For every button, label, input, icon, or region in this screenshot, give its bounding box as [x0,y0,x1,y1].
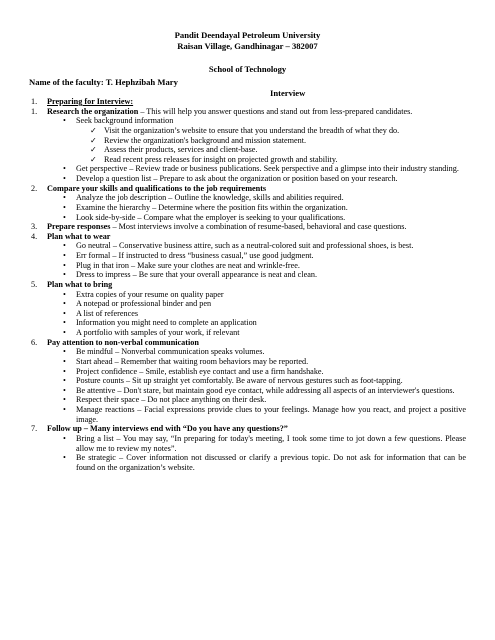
bullet-icon: • [63,202,66,212]
bullet-icon: • [63,116,66,126]
university-name: Pandit Deendayal Petroleum University [174,30,321,40]
bullet-item [0,193,495,203]
bullet-icon: • [63,328,66,337]
bullet-item [0,203,495,213]
bullet-text: Analyze the job description – Outline the knowledge, skills and abilities required. [76,193,344,203]
bullet-text: Extra copies of your resume on quality paper [76,289,224,299]
bullet-item [0,376,495,386]
bullet-text: Go neutral – Conservative business attire, such as a neutral-colored suit and professional shoes, is best. [76,241,414,251]
section-number: 3. [31,222,38,232]
bullet-item [0,328,495,338]
faculty-name: T. Hephzibah Mary [105,77,178,87]
faculty-label: Name of the faculty: [29,77,104,87]
bullet-item [0,318,495,328]
bullet-item [0,270,495,280]
check-text: Visit the organization’s website to ensure that you understand the breadth of what they do. [104,125,400,135]
bullet-text: Dress to impress – Be sure that your overall appearance is neat and clean. [76,270,317,280]
bullet-icon: • [63,395,66,405]
bullet-icon: • [63,241,66,251]
bullet-item [0,164,495,174]
bullet-icon: • [63,405,66,414]
bullet-icon: • [63,453,66,463]
bullet-icon: • [63,299,66,309]
section-number: 4. [31,231,38,241]
bullet-text: Be strategic – Cover information not discussed or clarify a previous topic. Do not ask for information that can be found on the organization’s website. [76,453,466,472]
section-text: – Most interviews involve a combination of resume-based, behavioral and case questions. [112,222,407,232]
bullet-item [0,213,495,223]
bullet-item [0,347,495,357]
bullet-item [0,395,495,405]
bullet-icon: • [63,376,66,386]
bullet-text: Start ahead – Remember that waiting room behaviors may be reported. [76,356,309,366]
bullet-item [0,453,495,472]
check-item [0,145,495,155]
section-item [0,232,495,242]
section-number: 6. [31,337,38,347]
section-item [0,97,495,107]
check-text: Assess their products, services and client-base. [104,145,258,155]
section-heading: Research the organization [47,106,139,116]
bullet-icon: • [63,318,66,328]
bullet-item [0,251,495,261]
bullet-text: A list of references [76,308,139,318]
bullet-item [0,241,495,251]
section-heading: Preparing for Interview: [47,97,134,106]
section-item [0,222,495,232]
bullet-item [0,309,495,319]
section-heading: Prepare responses [47,222,111,232]
bullet-icon: • [63,193,66,203]
section-number: 1. [31,106,38,116]
section-number: 5. [31,279,38,289]
bullet-icon: • [63,433,66,443]
bullet-text: A portfolio with samples of your work, if relevant [76,328,240,337]
bullet-icon: • [63,164,66,174]
section-number: 1. [31,97,38,106]
bullet-icon: • [63,270,66,280]
check-item [0,155,495,165]
checkmark-icon: ✓ [90,154,97,164]
checkmark-icon: ✓ [90,135,97,145]
section-item [0,338,495,348]
bullet-item [0,434,495,453]
section-heading: Pay attention to non-verbal communication [47,337,199,347]
bullet-item [0,116,495,126]
bullet-item [0,386,495,396]
section-heading: Plan what to bring [47,279,113,289]
bullet-icon: • [63,260,66,270]
bullet-icon: • [63,347,66,357]
checkmark-icon: ✓ [90,125,97,135]
section-number: 7. [31,424,38,434]
bullet-text: Posture counts – Sit up straight yet comfortably. Be aware of nervous gestures such as foot-tapping. [76,376,403,386]
bullet-text: Project confidence – Smile, establish eye contact and use a firm handshake. [76,366,324,376]
bullet-text: Develop a question list – Prepare to ask about the organization or position based on your research. [76,174,398,183]
section-number: 2. [31,183,38,193]
bullet-text: Information you might need to complete an application [76,318,257,328]
section-heading: Plan what to wear [47,231,111,241]
section-item [0,184,495,194]
section-item [0,280,495,290]
bullet-text: Plug in that iron – Make sure your clothes are neat and wrinkle-free. [76,260,300,270]
checkmark-icon: ✓ [90,145,97,155]
bullet-text: Examine the hierarchy – Determine where the position fits within the organization. [76,202,348,212]
section-item [0,107,495,117]
document-body [0,97,495,472]
document-title: Interview [270,88,306,98]
section-heading: Compare your skills and qualifications to the job requirements [47,183,267,193]
bullet-icon: • [63,174,66,183]
university-address: Raisan Village, Gandhinagar – 382007 [177,41,318,51]
bullet-icon: • [63,251,66,260]
bullet-text: Be attentive – Don't stare, but maintain good eye contact, while addressing all aspects of an interviewer's questions. [76,385,455,395]
bullet-item [0,405,495,424]
bullet-item [0,261,495,271]
bullet-text: Seek background information [76,116,174,126]
check-text: Read recent press releases for insight on projected growth and stability. [104,154,338,164]
bullet-icon: • [63,308,66,318]
bullet-item [0,174,495,184]
check-item [0,126,495,136]
section-item [0,424,495,434]
bullet-item [0,290,495,300]
bullet-item [0,357,495,367]
bullet-item [0,299,495,309]
check-text: Review the organization's background and mission statement. [104,135,307,145]
bullet-text: Bring a list – You may say, “In preparing for today's meeting, I took some time to jot down a few questions. Please allow me to review my notes”. [76,433,466,453]
faculty-line [29,77,178,88]
bullet-text: Manage reactions – Facial expressions provide clues to your feelings. Manage how you react, and project a positive image. [76,405,466,424]
check-item [0,136,495,146]
bullet-item [0,367,495,377]
bullet-text: A notepad or professional binder and pen [76,299,212,309]
bullet-text: Err formal – If instructed to dress “business casual,” use good judgment. [76,251,314,260]
bullet-icon: • [63,212,66,222]
bullet-icon: • [63,289,66,299]
section-text: – This will help you answer questions and stand out from less-prepared candidates. [140,106,413,116]
bullet-icon: • [63,385,66,395]
bullet-icon: • [63,356,66,366]
section-heading: Follow up – Many interviews end with “Do you have any questions?” [47,424,288,434]
bullet-text: Respect their space – Do not place anything on their desk. [76,395,267,405]
bullet-text: Get perspective – Review trade or business publications. Seek perspective and a glimpse into their industry standing. [76,164,459,174]
bullet-text: Be mindful – Nonverbal communication speaks volumes. [76,347,265,357]
bullet-icon: • [63,366,66,376]
bullet-text: Look side-by-side – Compare what the employer is seeking to your qualifications. [76,212,346,222]
school-name: School of Technology [208,64,287,74]
